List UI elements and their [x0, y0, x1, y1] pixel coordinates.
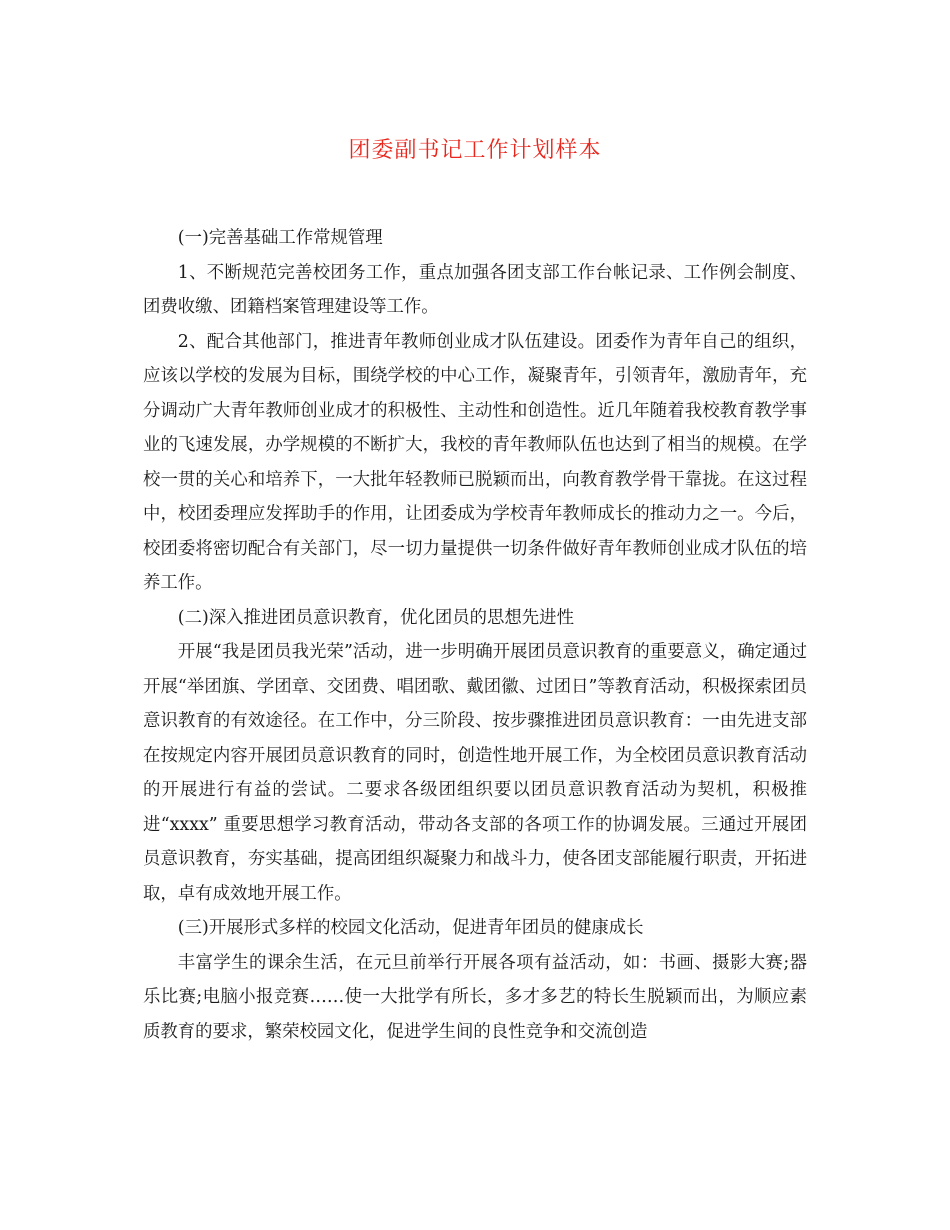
section-heading-2: (二)深入推进团员意识教育，优化团员的思想先进性	[177, 607, 574, 628]
document-body	[143, 221, 807, 1049]
paragraph: 1、不断规范完善校团务工作，重点加强各团支部工作台帐记录、工作例会制度、团费收缴、团籍档案管理建设等工作。	[143, 262, 807, 317]
paragraph: 开展“我是团员我光荣”活动，进一步明确开展团员意识教育的重要意义，确定通过开展“举团旗、学团章、交团费、唱团歌、戴团徽、过团日”等教育活动，积极探索团员意识教育的有效途径。在工作中，分三阶段、按步骤推进团员意识教育：一由先进支部在按规定内容开展团员意识教育的同时，创造性地开展工作，为全校团员意识教育活动的开展进行有益的尝试。二要求各级团组织要以团员意识教育活动为契机，积极推进“xxxx” 重要思想学习教育活动，带动各支部的各项工作的协调发展。三通过开展团员意识教育，夯实基础，提高团组织凝聚力和战斗力，使各团支部能履行职责，开拓进取，卓有成效地开展工作。	[143, 642, 807, 904]
paragraph: 丰富学生的课余生活，在元旦前举行开展各项有益活动，如：书画、摄影大赛;器乐比赛;电脑小报竞赛……使一大批学有所长，多才多艺的特长生脱颖而出，为顺应素质教育的要求，繁荣校园文化，促进学生间的良性竞争和交流创造	[143, 952, 807, 1042]
paragraph: 2、配合其他部门，推进青年教师创业成才队伍建设。团委作为青年自己的组织，应该以学校的发展为目标，围绕学校的中心工作，凝聚青年，引领青年，激励青年，充分调动广大青年教师创业成才的积极性、主动性和创造性。近几年随着我校教育教学事业的飞速发展，办学规模的不断扩大，我校的青年教师队伍也达到了相当的规模。在学校一贯的关心和培养下，一大批年轻教师已脱颖而出，向教育教学骨干靠拢。在这过程中，校团委理应发挥助手的作用，让团委成为学校青年教师成长的推动力之一。今后，校团委将密切配合有关部门，尽一切力量提供一切条件做好青年教师创业成才队伍的培养工作。	[143, 331, 807, 593]
document-title: 团委副书记工作计划样本	[348, 138, 602, 163]
section-heading-3: (三)开展形式多样的校园文化活动，促进青年团员的健康成长	[177, 918, 644, 938]
section-heading-1: (一)完善基础工作常规管理	[177, 228, 383, 248]
